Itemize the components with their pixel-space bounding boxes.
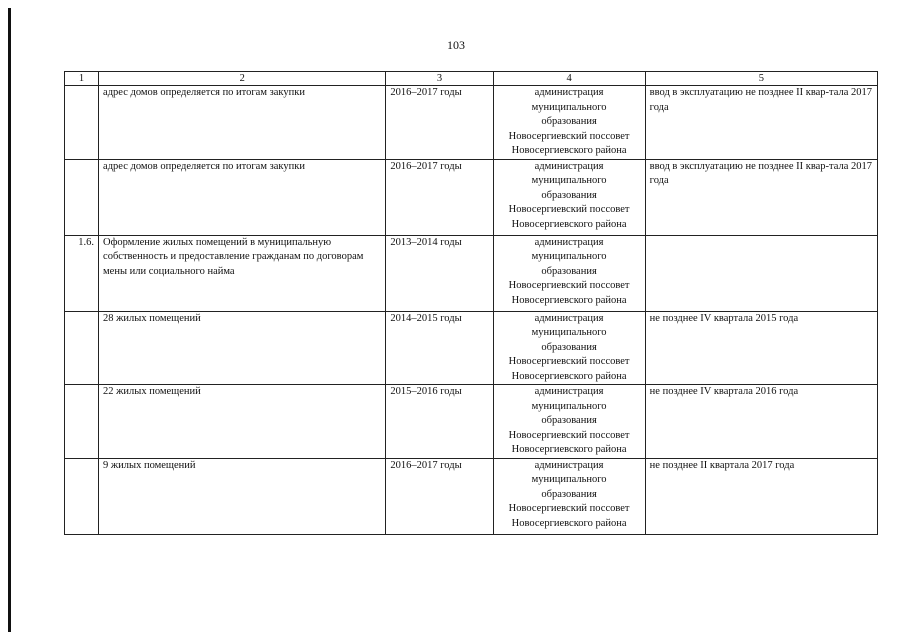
item-number-cell: 1.6. bbox=[65, 235, 99, 311]
description-cell: адрес домов определяется по итогам закупки bbox=[99, 159, 386, 235]
description-cell: 28 жилых помещений bbox=[99, 311, 386, 385]
item-number-cell bbox=[65, 385, 99, 459]
deadline-cell: ввод в эксплуатацию не позднее II квар-тала 2017 года bbox=[645, 86, 877, 160]
scan-edge-line bbox=[8, 8, 11, 632]
executor-line: администрация bbox=[534, 312, 604, 324]
description-cell: 9 жилых помещений bbox=[99, 458, 386, 534]
deadline-cell: ввод в эксплуатацию не позднее II квар-тала 2017 года bbox=[645, 159, 877, 235]
executor-line: Новосергиевский поссовет bbox=[508, 130, 630, 142]
table-row bbox=[65, 385, 878, 459]
period-cell: 2016–2017 годы bbox=[386, 458, 493, 534]
period-cell: 2014–2015 годы bbox=[386, 311, 493, 385]
table-row bbox=[65, 235, 878, 311]
column-header-1: 1 bbox=[65, 72, 99, 86]
item-number-cell bbox=[65, 86, 99, 160]
item-number-cell bbox=[65, 159, 99, 235]
description-cell: 22 жилых помещений bbox=[99, 385, 386, 459]
executor-line: Новосергиевского района bbox=[511, 294, 627, 306]
executor-line: Новосергиевский поссовет bbox=[508, 503, 630, 514]
executor-line: муниципального bbox=[531, 474, 607, 485]
table-row bbox=[65, 311, 878, 385]
program-table bbox=[64, 71, 878, 535]
description-cell: Оформление жилых помещений в муниципальную собственность и предоставление гражданам по договорам мены или социального найма bbox=[99, 235, 386, 311]
executor-line: администрация bbox=[534, 160, 604, 172]
executor-line: образования bbox=[541, 488, 597, 500]
executor-line: Новосергиевский поссовет bbox=[508, 204, 630, 215]
executor-line: образования bbox=[541, 116, 597, 127]
item-number-cell bbox=[65, 458, 99, 534]
executor-cell bbox=[493, 159, 645, 235]
item-number-cell bbox=[65, 311, 99, 385]
executor-line: муниципального bbox=[531, 400, 607, 412]
executor-line: администрация bbox=[534, 386, 604, 397]
executor-line: образования bbox=[541, 189, 597, 201]
executor-line: образования bbox=[541, 341, 597, 353]
executor-cell bbox=[493, 311, 645, 385]
executor-line: Новосергиевского района bbox=[511, 370, 627, 382]
deadline-cell: не позднее II квартала 2017 года bbox=[645, 458, 877, 534]
executor-line: муниципального bbox=[531, 175, 607, 186]
column-header-3: 3 bbox=[386, 72, 493, 86]
executor-line: Новосергиевского района bbox=[511, 218, 627, 230]
executor-line: муниципального bbox=[531, 101, 607, 113]
executor-cell bbox=[493, 86, 645, 160]
table-row bbox=[65, 86, 878, 160]
executor-line: администрация bbox=[534, 87, 604, 98]
deadline-cell bbox=[645, 235, 877, 311]
column-header-4: 4 bbox=[493, 72, 645, 86]
column-header-2: 2 bbox=[99, 72, 386, 86]
deadline-cell: не позднее IV квартала 2015 года bbox=[645, 311, 877, 385]
period-cell: 2016–2017 годы bbox=[386, 86, 493, 160]
executor-line: муниципального bbox=[531, 251, 607, 262]
executor-line: Новосергиевского района bbox=[511, 517, 627, 529]
executor-cell bbox=[493, 235, 645, 311]
executor-line: Новосергиевский поссовет bbox=[508, 280, 630, 291]
executor-cell bbox=[493, 458, 645, 534]
column-header-5: 5 bbox=[645, 72, 877, 86]
period-cell: 2013–2014 годы bbox=[386, 235, 493, 311]
executor-cell bbox=[493, 385, 645, 459]
header-row bbox=[65, 72, 878, 86]
executor-line: администрация bbox=[534, 459, 604, 471]
period-cell: 2016–2017 годы bbox=[386, 159, 493, 235]
executor-line: образования bbox=[541, 415, 597, 426]
deadline-cell: не позднее IV квартала 2016 года bbox=[645, 385, 877, 459]
executor-line: муниципального bbox=[531, 327, 607, 338]
executor-line: образования bbox=[541, 265, 597, 277]
table-row bbox=[65, 458, 878, 534]
period-cell: 2015–2016 годы bbox=[386, 385, 493, 459]
executor-line: Новосергиевского района bbox=[511, 444, 627, 455]
table-row bbox=[65, 159, 878, 235]
description-cell: адрес домов определяется по итогам закупки bbox=[99, 86, 386, 160]
page-number: 103 bbox=[447, 38, 465, 52]
executor-line: Новосергиевский поссовет bbox=[508, 429, 630, 441]
executor-line: Новосергиевского района bbox=[511, 145, 627, 156]
executor-line: Новосергиевский поссовет bbox=[508, 356, 630, 367]
executor-line: администрация bbox=[534, 236, 604, 248]
